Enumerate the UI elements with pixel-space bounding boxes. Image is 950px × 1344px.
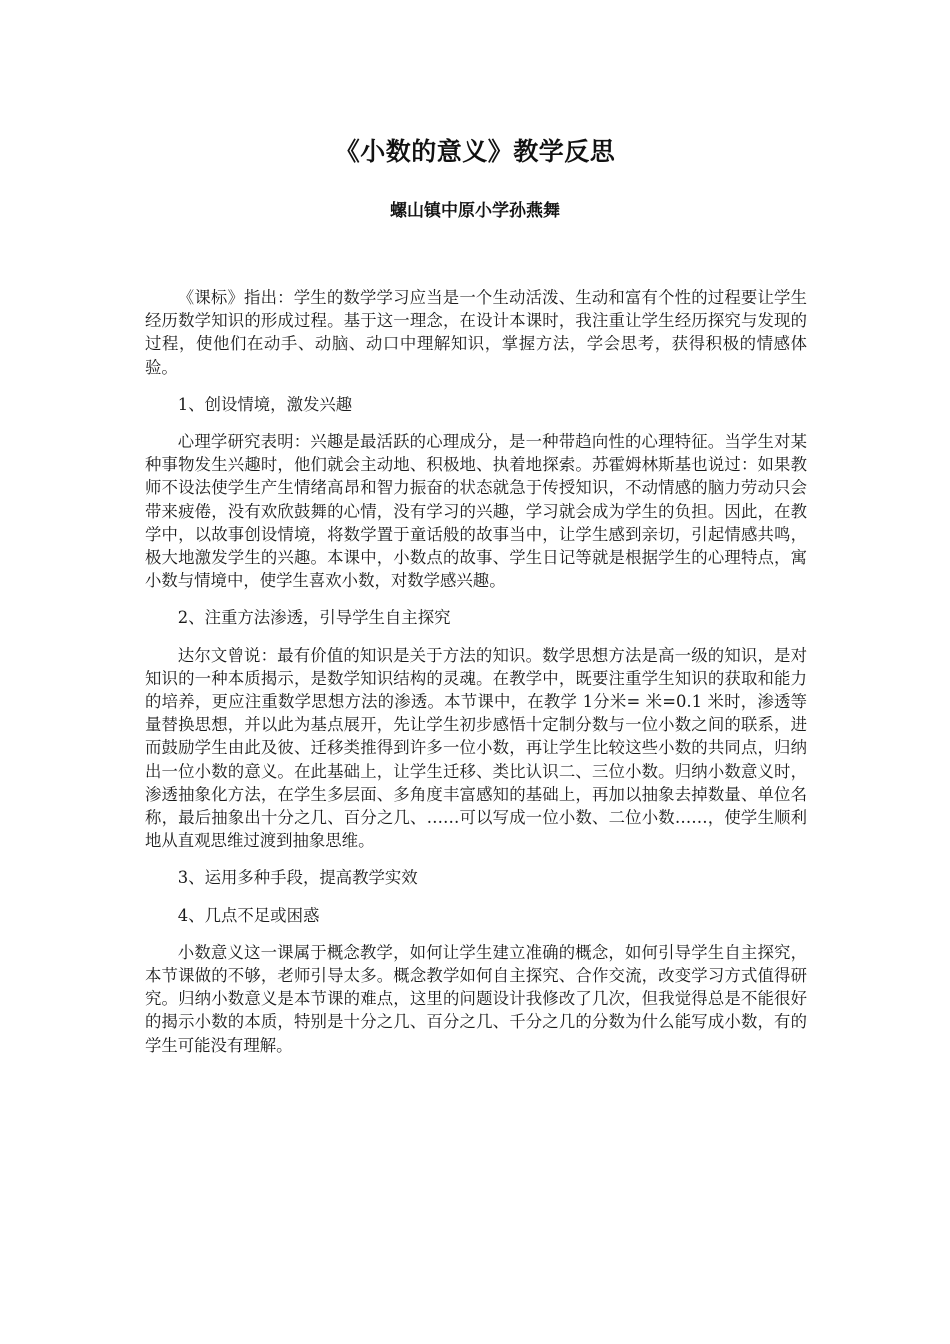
section-1-paragraph: 心理学研究表明：兴趣是最活跃的心理成分，是一种带趋向性的心理特征。当学生对某种事物发生兴趣时，他们就会主动地、积极地、执着地探索。苏霍姆林斯基也说过：如果教师不设法使学生产生情绪高昂和智力振奋的状态就急于传授知识，不动情感的脑力劳动只会带来疲倦，没有欢欣鼓舞的心情，没有学习的兴趣，学习就会成为学生的负担。因此，在教学中，以故事创设情境，将数学置于童话般的故事当中，让学生感到亲切，引起情感共鸣，极大地激发学生的兴趣。本课中，小数点的故事、学生日记等就是根据学生的心理特点，寓小数与情境中，使学生喜欢小数，对数学感兴趣。 [145,432,807,591]
section-2-paragraph: 达尔文曾说：最有价值的知识是关于方法的知识。数学思想方法是高一级的知识，是对知识的一种本质揭示，是数学知识结构的灵魂。在教学中，既要注重学生知识的获取和能力的培养，更应注重数学思想方法的渗透。本节课中，在教学 1分米= 米=0.1 米时，渗透等量替换思想，并以此为基点展开，先让学生初步感悟十定制分数与一位小数之间的联系，进而鼓励学生由此及彼、迁移类推得到许多一位小数，再让学生比较这些小数的共同点，归纳出一位小数的意义。在此基础上，让学生迁移、类比认识二、三位小数。归纳小数意义时，渗透抽象化方法，在学生多层面、多角度丰富感知的基础上，再加以抽象去掉数量、单位名称，最后抽象出十分之几、百分之几、……可以写成一位小数、二位小数……，使学生顺利地从直观思维过渡到抽象思维。 [145,645,807,851]
document-body [145,286,807,1071]
intro-paragraph: 《课标》指出：学生的数学学习应当是一个生动活泼、生动和富有个性的过程要让学生经历数学知识的形成过程。基于这一理念，在设计本课时，我注重让学生经历探究与发现的过程，使他们在动手、动脑、动口中理解知识，掌握方法，学会思考，获得积极的情感体验。 [145,288,807,377]
document-author: 螺山镇中原小学孙燕舞 [390,201,560,221]
section-heading-4: 4、几点不足或困惑 [177,905,320,925]
section-heading-3: 3、运用多种手段，提高教学实效 [177,868,418,888]
section-heading-1: 1、创设情境，激发兴趣 [177,394,353,414]
document-title: 《小数的意义》教学反思 [334,137,616,166]
section-4-paragraph: 小数意义这一课属于概念教学，如何让学生建立准确的概念，如何引导学生自主探究，本节课做的不够，老师引导太多。概念教学如何自主探究、合作交流，改变学习方式值得研究。归纳小数意义是本节课的难点，这里的问题设计我修改了几次，但我觉得总是不能很好的揭示小数的本质，特别是十分之几、百分之几、千分之几的分数为什么能写成小数，有的学生可能没有理解。 [145,942,807,1055]
section-heading-2: 2、注重方法渗透，引导学生自主探究 [177,608,451,628]
